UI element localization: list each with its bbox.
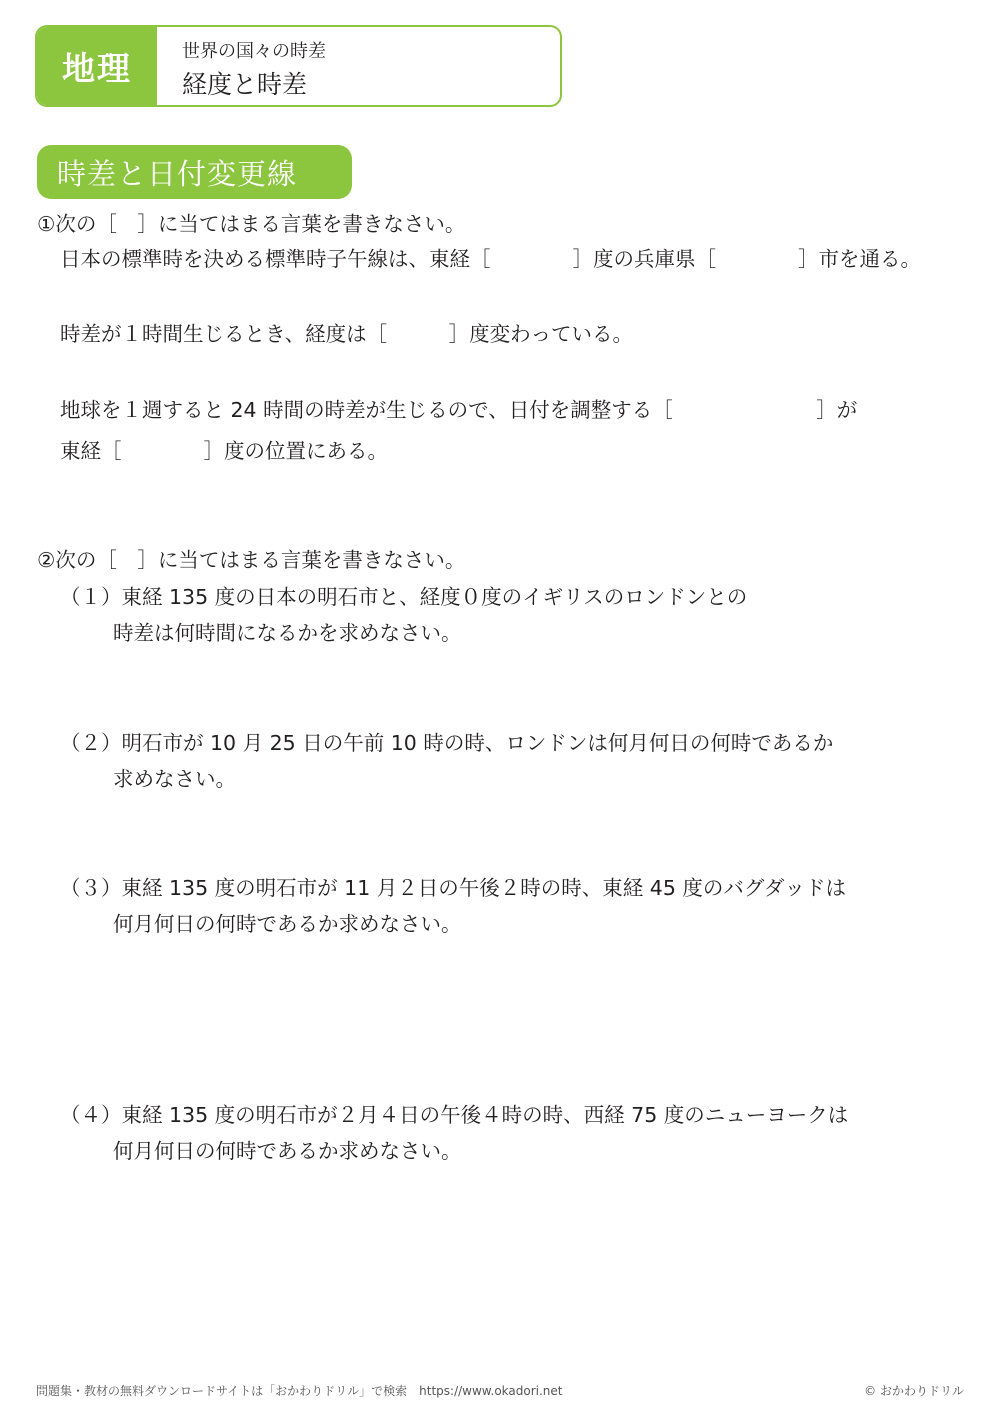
q2-item-1-line-2: 時差は何時間になるかを求めなさい。 xyxy=(113,621,462,645)
q2-item-2-line-1: （２）明石市が 10 月 25 日の午前 10 時の時、ロンドンは何月何日の何時であるか xyxy=(60,731,834,755)
q2-item-1-line-1: （１）東経 135 度の日本の明石市と、経度０度のイギリスのロンドンとの xyxy=(60,585,748,609)
footer-site-text: 問題集・教材の無料ダウンロードサイトは「おかわりドリル」で検索 https://www.okadori.net xyxy=(36,1384,563,1398)
q1-line-4: 東経［ ］度の位置にある。 xyxy=(60,439,388,463)
worksheet-header xyxy=(35,25,562,107)
q1-line-3: 地球を１週すると 24 時間の時差が生じるので、日付を調整する［ ］が xyxy=(60,398,858,422)
subject-label: 地理 xyxy=(37,27,157,105)
q2-item-4-line-2: 何月何日の何時であるか求めなさい。 xyxy=(113,1139,462,1163)
lesson-title: 経度と時差 xyxy=(182,70,308,99)
q2-item-4-line-1: （４）東経 135 度の明石市が２月４日の午後４時の時、西経 75 度のニューヨークは xyxy=(60,1103,849,1127)
q2-instruction: ②次の［ ］に当てはまる言葉を書きなさい。 xyxy=(37,548,466,572)
q2-item-2-line-2: 求めなさい。 xyxy=(113,767,236,791)
q1-line-2: 時差が１時間生じるとき、経度は［ ］度変わっている。 xyxy=(60,322,633,346)
q1-instruction: ①次の［ ］に当てはまる言葉を書きなさい。 xyxy=(37,212,466,236)
unit-title: 世界の国々の時差 xyxy=(182,41,326,62)
footer-copyright: © おかわりドリル xyxy=(864,1384,964,1398)
q2-item-3-line-1: （３）東経 135 度の明石市が 11 月２日の午後２時の時、東経 45 度のバグダッドは xyxy=(60,876,846,900)
section-title: 時差と日付変更線 xyxy=(37,145,352,199)
q1-line-1: 日本の標準時を決める標準時子午線は、東経［ ］度の兵庫県［ ］市を通る。 xyxy=(60,247,921,271)
q2-item-3-line-2: 何月何日の何時であるか求めなさい。 xyxy=(113,912,462,936)
